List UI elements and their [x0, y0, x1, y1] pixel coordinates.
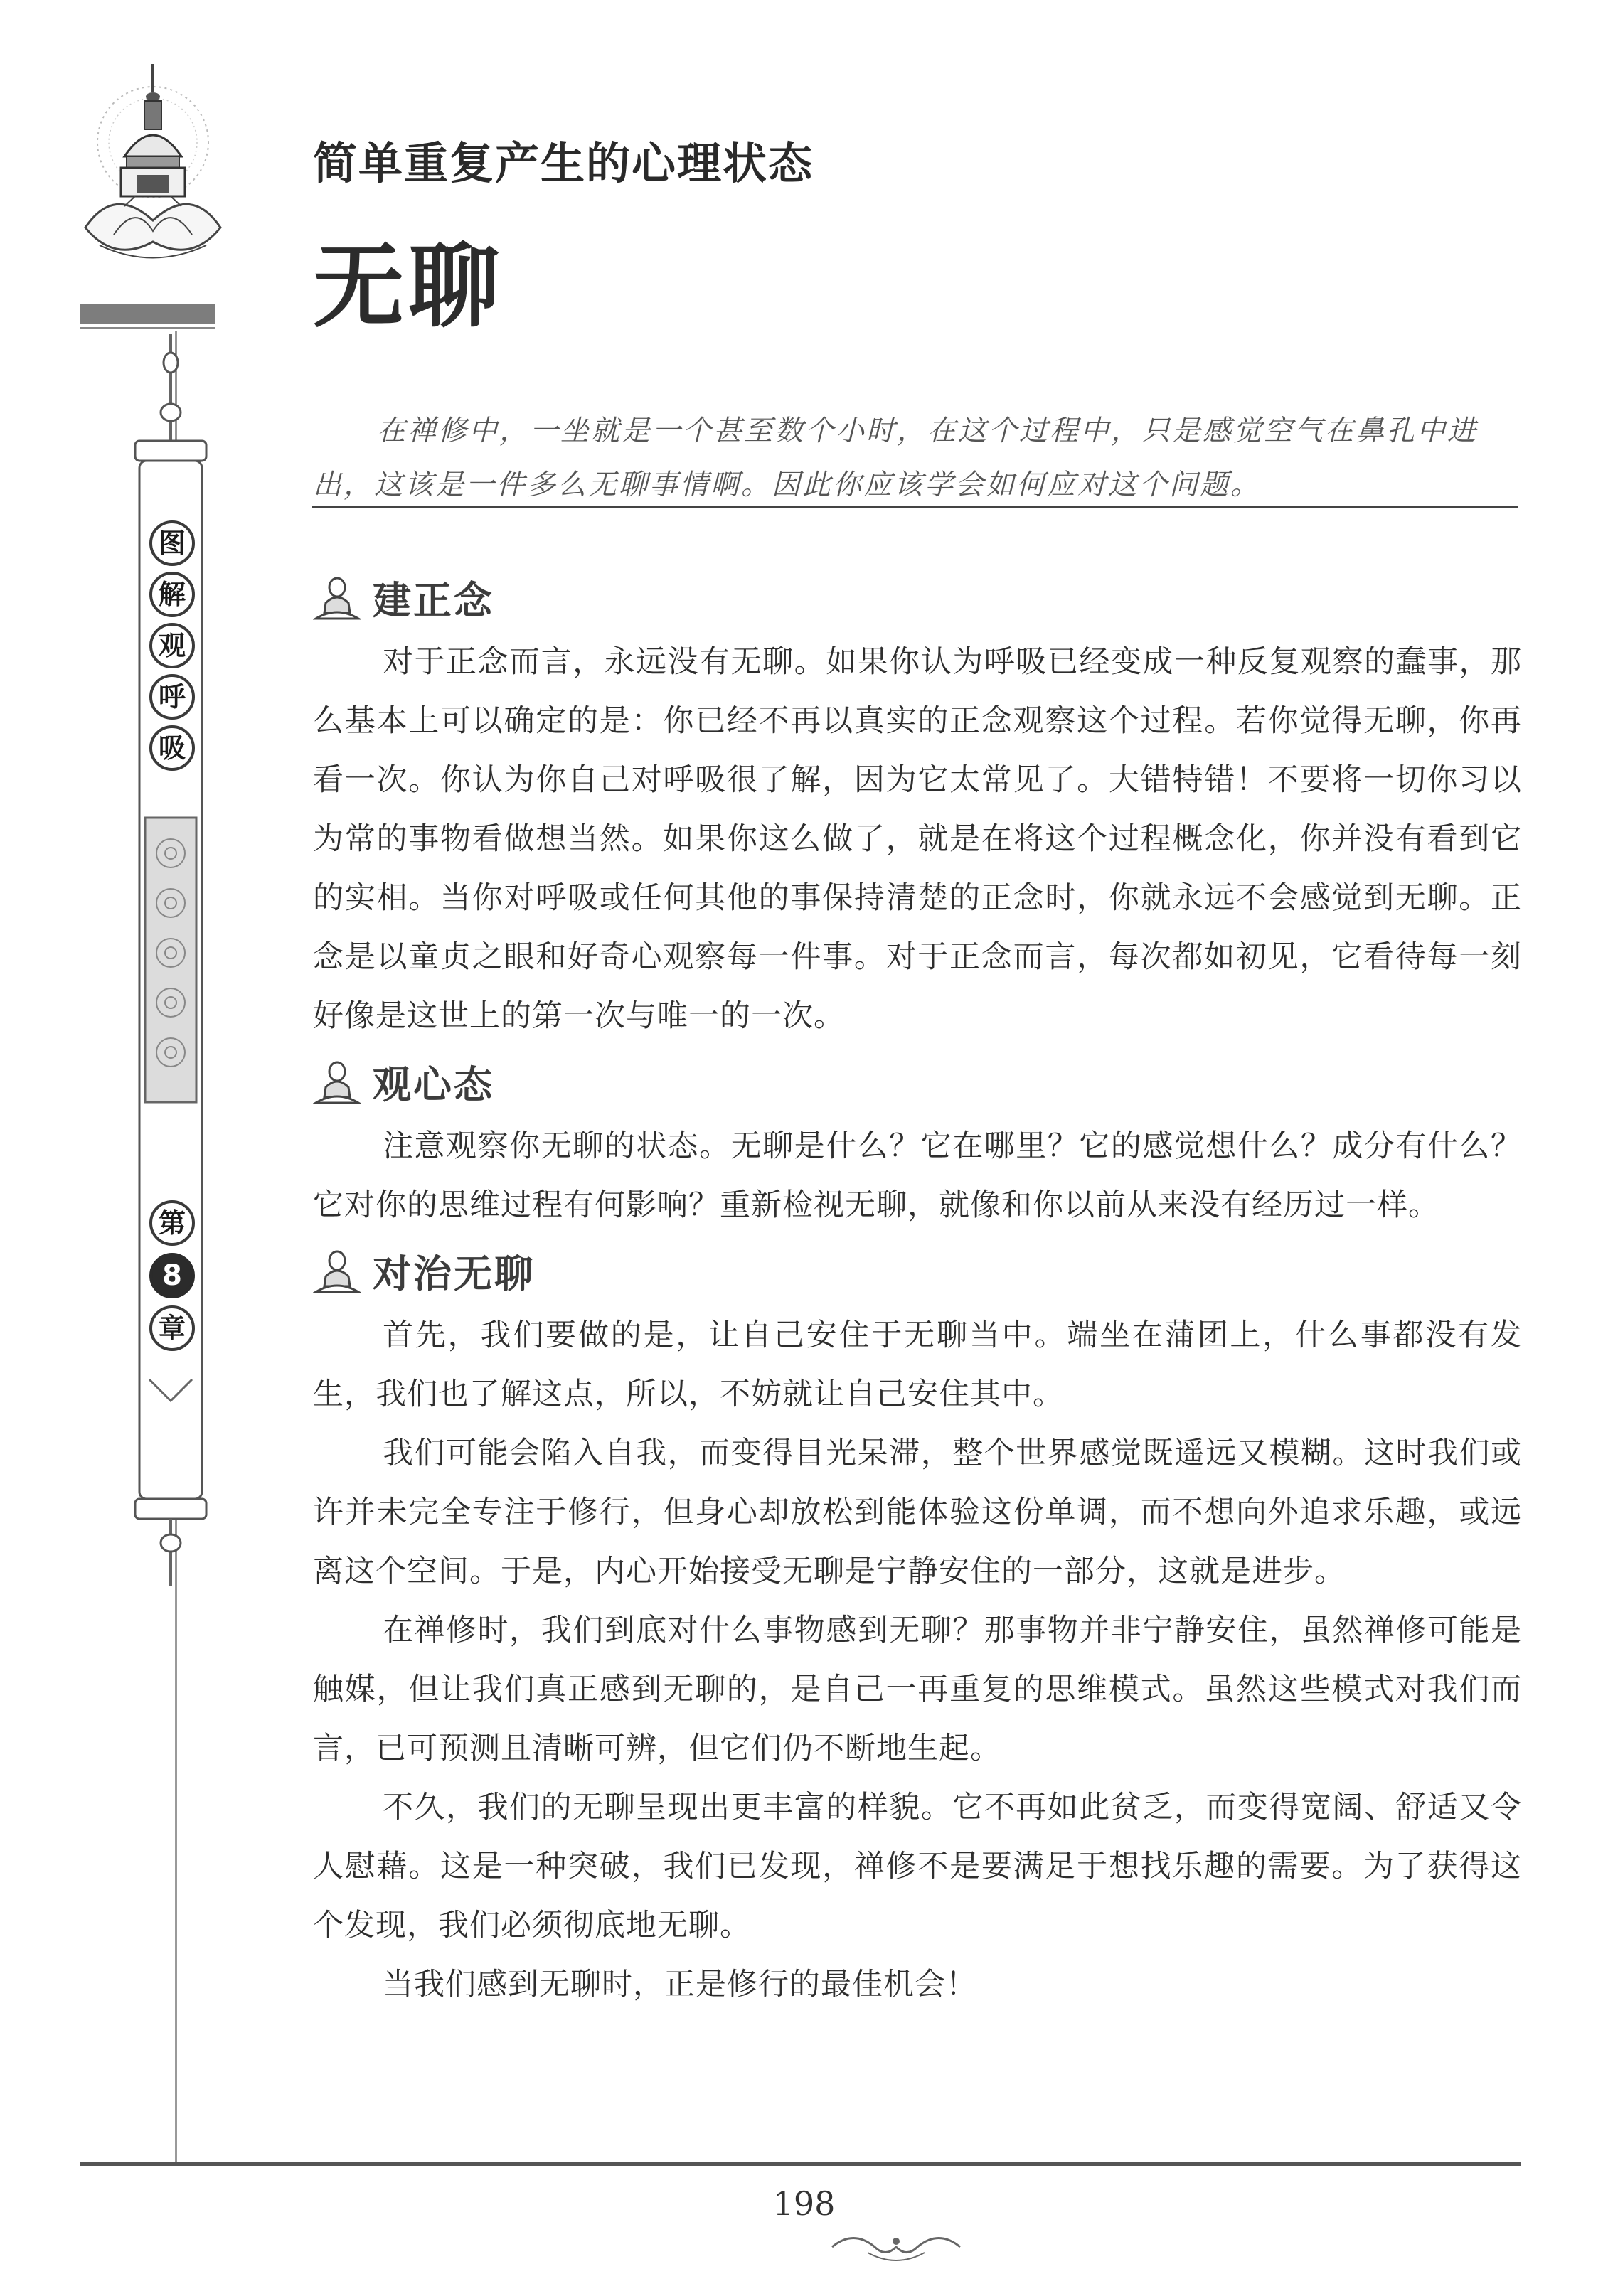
header-bar — [80, 304, 215, 324]
book-title-char: 解 — [149, 572, 195, 617]
main-content — [313, 562, 1522, 2014]
paragraph: 不久，我们的无聊呈现出更丰富的样貌。它不再如此贫乏，而变得宽阔、舒适又令人慰藉。这是一种突破，我们已发现，禅修不是要满足于想找乐趣的需要。为了获得这个发现，我们必须彻底地无聊。 — [313, 1790, 1522, 1943]
meditating-monk-icon — [313, 1056, 361, 1107]
page-subtitle: 简单重复产生的心理状态 — [313, 137, 814, 189]
footer-rule — [80, 2162, 1521, 2166]
section-observe-mind — [313, 1046, 1522, 1235]
footer-ornament — [825, 2226, 967, 2268]
intro-divider — [312, 506, 1518, 508]
paragraph: 当我们感到无聊时，正是修行的最佳机会！ — [383, 1967, 977, 2002]
book-title-vertical — [145, 520, 199, 771]
stupa-emblem — [71, 57, 235, 292]
paragraph: 注意观察你无聊的状态。无聊是什么？它在哪里？它的感觉想什么？成分有什么？它对你的思维过程有何影响？重新检视无聊，就像和你以前从来没有经历过一样。 — [313, 1128, 1522, 1223]
section-title: 对治无聊 — [373, 1250, 535, 1296]
page-title: 无聊 — [313, 233, 504, 340]
header-underline — [80, 327, 215, 329]
chapter-suffix: 章 — [149, 1305, 195, 1351]
chapter-marker — [145, 1200, 199, 1351]
section-heading — [313, 1046, 1522, 1117]
book-title-char: 呼 — [149, 674, 195, 720]
section-title: 观心态 — [373, 1061, 494, 1107]
section-build-mindfulness — [313, 562, 1522, 1046]
paragraph: 我们可能会陷入自我，而变得目光呆滞，整个世界感觉既遥远又模糊。这时我们或许并未完全专注于修行，但身心却放松到能体验这份单调，而不想向外追求乐趣，或远离这个空间。于是，内心开始接受无聊是宁静安住的一部分，这就是进步。 — [313, 1436, 1522, 1589]
chapter-number: 8 — [149, 1253, 195, 1298]
meditating-monk-icon — [313, 572, 361, 623]
intro-paragraph: 在禅修中，一坐就是一个甚至数个小时，在这个过程中，只是感觉空气在鼻孔中进出，这该是一件多么无聊事情啊。因此你应该学会如何应对这个问题。 — [313, 415, 1478, 501]
book-title-char: 观 — [149, 623, 195, 668]
meditating-monk-icon — [313, 1245, 361, 1296]
paragraph: 对于正念而言，永远没有无聊。如果你认为呼吸已经变成一种反复观察的蠢事，那么基本上可以确定的是：你已经不再以真实的正念观察这个过程。若你觉得无聊，你再看一次。你认为你自己对呼吸很了解，因为它太常见了。大错特错！不要将一切你习以为常的事物看做想当然。如果你这么做了，就是在将这个过程概念化，你并没有看到它的实相。当你对呼吸或任何其他的事保持清楚的正念时，你就永远不会感觉到无聊。正念是以童贞之眼和好奇心观察每一件事。对于正念而言，每次都如初见，它看待每一刻好像是这世上的第一次与唯一的一次。 — [313, 644, 1522, 1034]
section-counter-boredom — [313, 1235, 1522, 2014]
paragraph: 在禅修时，我们到底对什么事物感到无聊？那事物并非宁静安住，虽然禅修可能是触媒，但让我们真正感到无聊的，是自己一再重复的思维模式。虽然这些模式对我们而言，已可预测且清晰可辨，但它们仍不断地生起。 — [313, 1613, 1522, 1766]
chapter-prefix: 第 — [149, 1200, 195, 1246]
section-heading — [313, 1235, 1522, 1306]
section-heading — [313, 562, 1522, 633]
page-number: 198 — [772, 2184, 836, 2223]
book-title-char: 图 — [149, 520, 195, 566]
section-title: 建正念 — [373, 577, 494, 623]
paragraph: 首先，我们要做的是，让自己安住于无聊当中。端坐在蒲团上，什么事都没有发生，我们也了解这点，所以，不妨就让自己安住其中。 — [313, 1318, 1522, 1412]
book-title-char: 吸 — [149, 725, 195, 771]
